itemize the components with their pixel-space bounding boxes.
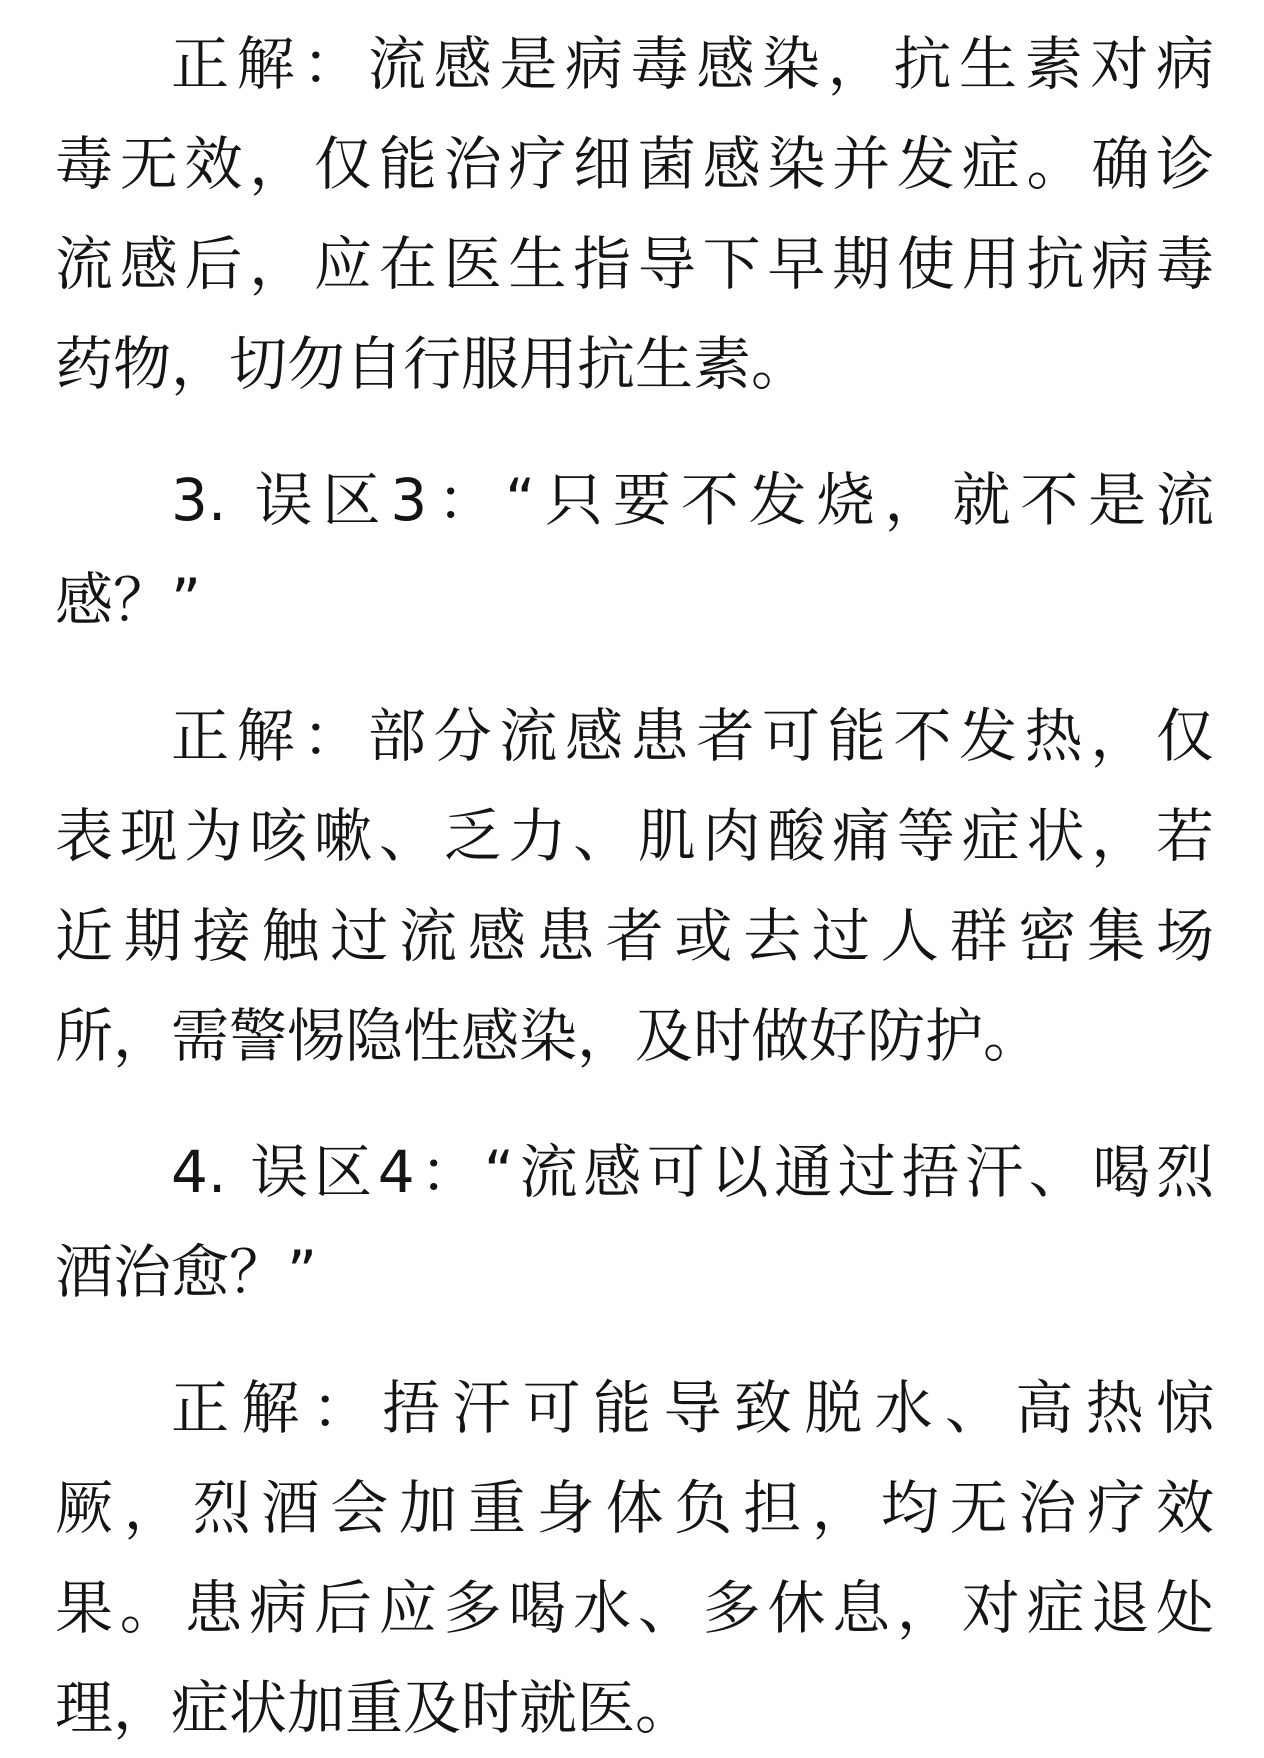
paragraph-answer-antibiotics [55, 14, 1214, 414]
paragraph-myth-3 [55, 450, 1214, 650]
text-line: 所，需警惕隐性感染，及时做好防护。 [55, 1002, 1042, 1070]
text-line: 果。患病后应多喝水、多休息，对症退处 [55, 1574, 1214, 1642]
text-line: 流感后，应在医生指导下早期使用抗病毒 [55, 230, 1214, 298]
text-line: 酒治愈？” [55, 1238, 318, 1306]
paragraph-myth-4 [55, 1122, 1214, 1322]
paragraph-answer-4 [55, 1358, 1214, 1758]
paragraph-answer-3 [55, 686, 1214, 1086]
text-line: 感？” [55, 566, 202, 634]
text-line: 正解：流感是病毒感染，抗生素对病 [171, 30, 1214, 98]
text-line: 厥，烈酒会加重身体负担，均无治疗效 [55, 1474, 1214, 1542]
text-line: 正解：捂汗可能导致脱水、高热惊 [171, 1374, 1214, 1442]
text-line: 3. 误区3：“只要不发烧，就不是流 [171, 466, 1214, 534]
text-line: 药物，切勿自行服用抗生素。 [55, 330, 810, 398]
text-line: 理，症状加重及时就医。 [55, 1674, 694, 1742]
text-line: 毒无效，仅能治疗细菌感染并发症。确诊 [55, 130, 1214, 198]
text-line: 正解：部分流感患者可能不发热，仅 [171, 702, 1214, 770]
text-line: 表现为咳嗽、乏力、肌肉酸痛等症状，若 [55, 802, 1214, 870]
text-line: 4. 误区4：“流感可以通过捂汗、喝烈 [171, 1138, 1214, 1206]
text-line: 近期接触过流感患者或去过人群密集场 [55, 902, 1214, 970]
